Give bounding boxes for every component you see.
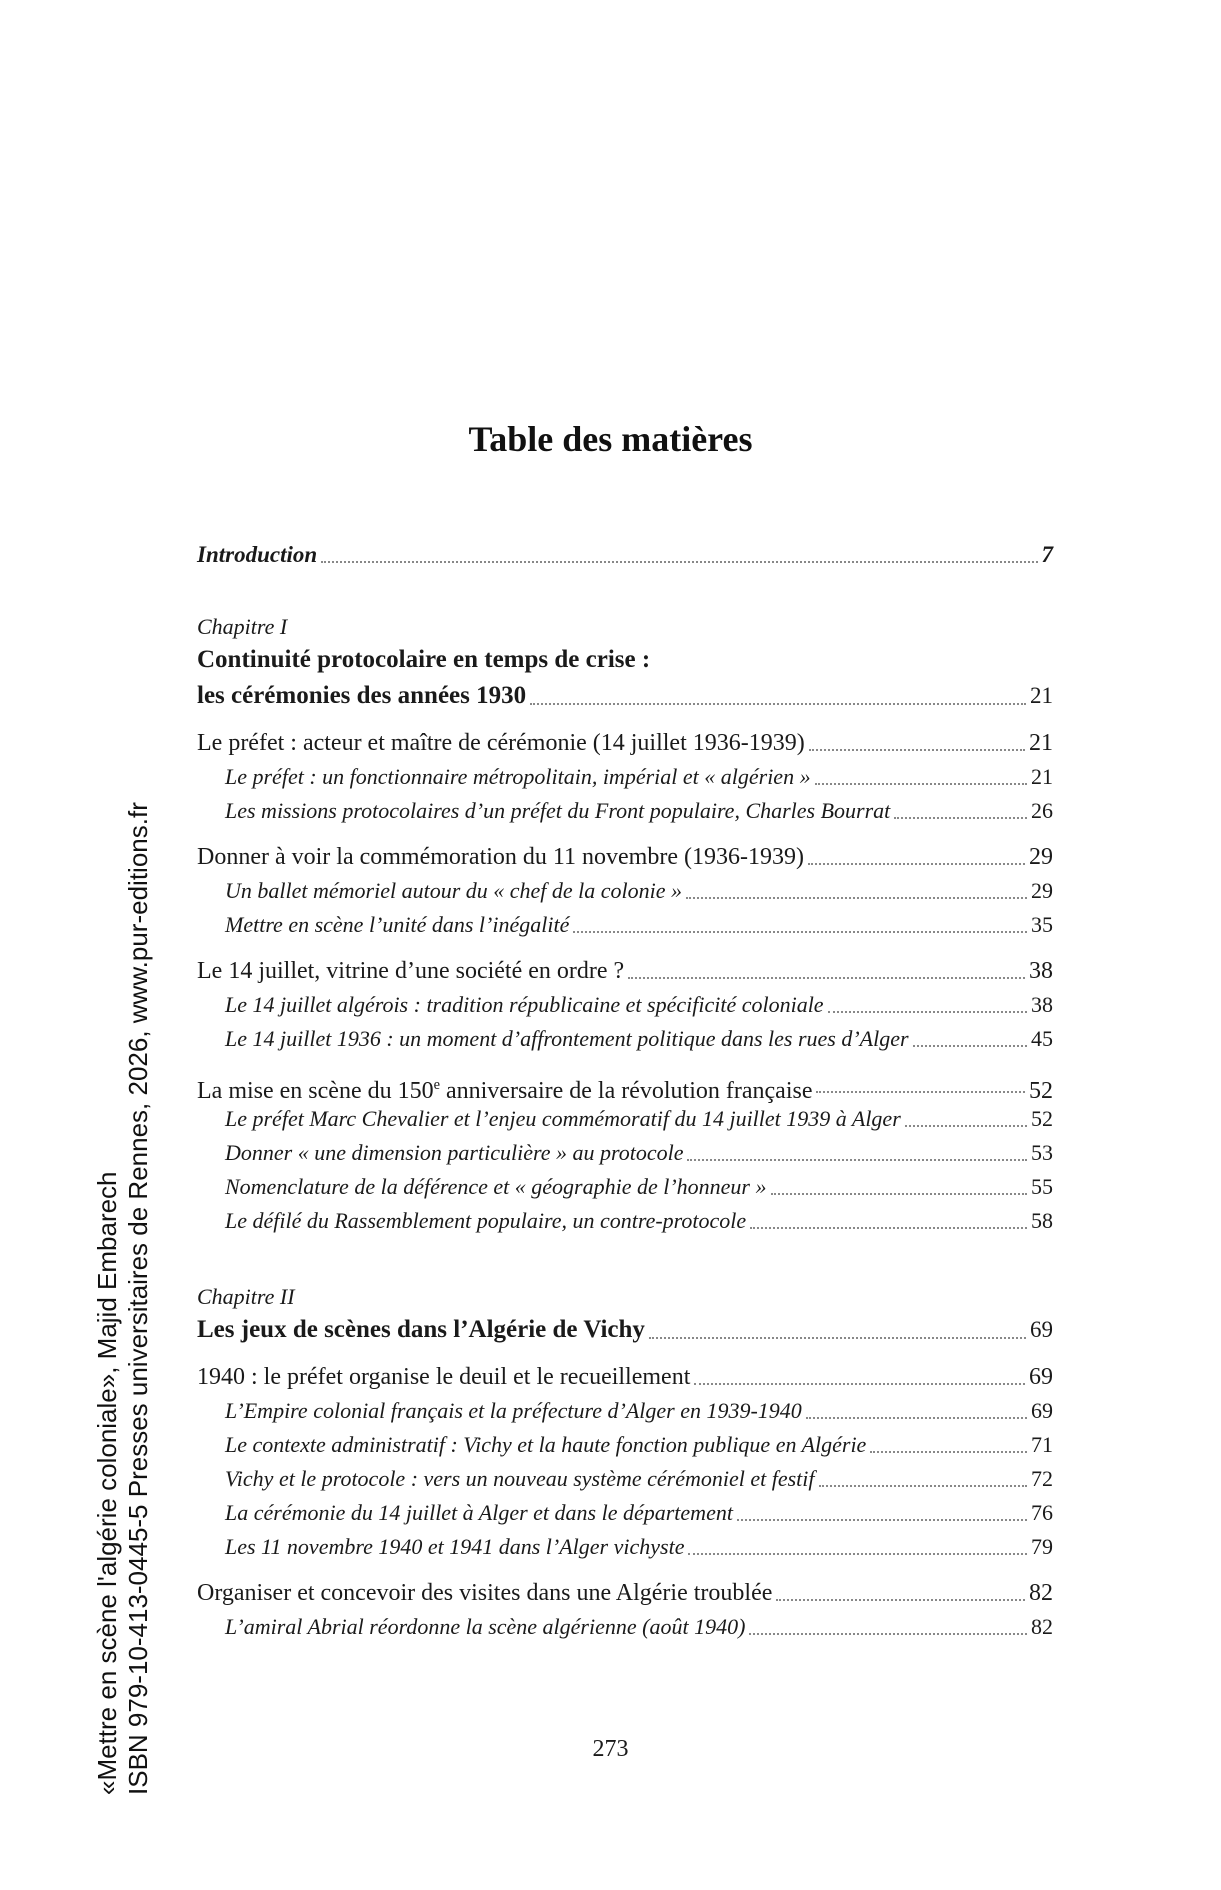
toc-page-number: 35 (1031, 912, 1053, 937)
chapter-label: Chapitre I (197, 614, 288, 639)
toc-section[interactable] (197, 1576, 1053, 1610)
toc-page-number: 26 (1031, 798, 1053, 823)
toc-subsection[interactable] (197, 1394, 1053, 1428)
dot-leader (694, 1382, 1025, 1385)
toc-subsection[interactable] (197, 1428, 1053, 1462)
toc-entry-title: Le préfet Marc Chevalier et l’enjeu commémoratif du 14 juillet 1939 à Alger (225, 1106, 901, 1131)
toc-page-number: 29 (1031, 878, 1053, 903)
dot-leader (806, 1416, 1027, 1419)
toc-subsection[interactable] (197, 908, 1053, 942)
toc-entry-title: Le préfet : acteur et maître de cérémonie (14 juillet 1936-1939) (197, 730, 805, 756)
toc-subsection[interactable] (197, 988, 1053, 1022)
dot-leader (628, 976, 1025, 979)
dot-leader (737, 1518, 1027, 1521)
dot-leader (819, 1484, 1027, 1487)
dot-leader (530, 702, 1026, 705)
toc-page-number: 76 (1031, 1500, 1053, 1525)
dot-leader (776, 1598, 1025, 1601)
toc-entry-title: 1940 : le préfet organise le deuil et le recueillement (197, 1364, 691, 1390)
side-copyright-note (92, 802, 154, 1795)
dot-leader (913, 1044, 1027, 1047)
side-note-line-1: «Mettre en scène l'algérie coloniale», Majid Embarech (92, 1171, 122, 1795)
toc-entry-title: Le 14 juillet, vitrine d’une société en ordre ? (197, 958, 625, 984)
toc-section[interactable] (197, 1360, 1053, 1394)
toc-entry-title: Nomenclature de la déférence et « géographie de l’honneur » (225, 1174, 767, 1199)
toc-subsection[interactable] (197, 1204, 1053, 1238)
toc-section[interactable] (197, 840, 1053, 874)
dot-leader (870, 1450, 1027, 1453)
toc-entry-title: Un ballet mémoriel autour du « chef de la colonie » (225, 878, 683, 903)
dot-leader (816, 1090, 1025, 1093)
toc-entry-title: Le défilé du Rassemblement populaire, un contre-protocole (225, 1208, 747, 1233)
toc-entry-title: Mettre en scène l’unité dans l’inégalité (225, 912, 570, 937)
toc-entry-title: Donner « une dimension particulière » au protocole (225, 1140, 684, 1165)
toc-entry-title: La cérémonie du 14 juillet à Alger et dans le département (225, 1500, 733, 1525)
toc-entry-title: Le contexte administratif : Vichy et la haute fonction publique en Algérie (225, 1432, 867, 1457)
toc-entry-title: Le 14 juillet algérois : tradition républicaine et spécificité coloniale (225, 992, 824, 1017)
toc-introduction[interactable] (197, 538, 1053, 572)
toc-section[interactable] (197, 954, 1053, 988)
toc-page-number: 53 (1031, 1140, 1053, 1165)
ordinal-superscript: e (433, 1077, 440, 1093)
toc-entry-title: Les jeux de scènes dans l’Algérie de Vichy (197, 1316, 645, 1343)
toc-page-number: 52 (1031, 1106, 1053, 1131)
chapter-title-line: Continuité protocolaire en temps de crise : (197, 646, 651, 673)
toc-page-number: 52 (1029, 1078, 1053, 1104)
toc-subsection[interactable] (197, 1170, 1053, 1204)
toc-subsection[interactable] (197, 1610, 1053, 1644)
dot-leader (321, 560, 1037, 563)
toc-page-number: 21 (1030, 683, 1053, 708)
toc-page-number: 71 (1031, 1432, 1053, 1457)
toc-page-number: 69 (1031, 1398, 1053, 1423)
toc-subsection[interactable] (197, 1136, 1053, 1170)
toc-entry-title: les cérémonies des années 1930 (197, 682, 527, 709)
toc-chapter-2 (197, 1282, 1053, 1644)
toc-page-number: 38 (1029, 958, 1053, 984)
toc-chapter-title[interactable] (197, 678, 1053, 714)
toc-section[interactable] (197, 1068, 1053, 1102)
toc-page-number: 45 (1031, 1026, 1053, 1051)
toc-entry-title: Introduction (197, 542, 318, 567)
dot-leader (809, 748, 1025, 751)
table-of-contents (197, 538, 1053, 1644)
toc-entry-title: Le 14 juillet 1936 : un moment d’affrontement politique dans les rues d’Alger (225, 1026, 909, 1051)
toc-subsection[interactable] (197, 1022, 1053, 1056)
toc-page-number: 21 (1029, 730, 1053, 756)
toc-subsection[interactable] (197, 1496, 1053, 1530)
toc-subsection[interactable] (197, 1530, 1053, 1564)
toc-subsection[interactable] (197, 794, 1053, 828)
toc-subsection[interactable] (197, 874, 1053, 908)
toc-subsection[interactable] (197, 760, 1053, 794)
toc-page-number: 58 (1031, 1208, 1053, 1233)
toc-page-number: 29 (1029, 844, 1053, 870)
toc-page-number: 82 (1031, 1614, 1053, 1639)
toc-page-number: 69 (1030, 1317, 1053, 1342)
title-part: La mise en scène du 150 (197, 1078, 434, 1104)
toc-entry-title: Les 11 novembre 1940 et 1941 dans l’Alger vichyste (225, 1534, 685, 1559)
dot-leader (688, 1552, 1027, 1555)
title-part: anniversaire de la révolution française (439, 1078, 813, 1104)
toc-subsection[interactable] (197, 1462, 1053, 1496)
toc-page-number: 82 (1029, 1580, 1053, 1606)
toc-subsection[interactable] (197, 1102, 1053, 1136)
toc-page-number: 21 (1031, 764, 1053, 789)
toc-entry-title: Organiser et concevoir des visites dans une Algérie troublée (197, 1580, 773, 1606)
dot-leader (649, 1336, 1026, 1339)
dot-leader (687, 1158, 1027, 1161)
dot-leader (815, 782, 1027, 785)
page-title: Table des matières (468, 419, 753, 459)
dot-leader (828, 1010, 1027, 1013)
toc-page-number: 69 (1029, 1364, 1053, 1390)
toc-entry-title: Les missions protocolaires d’un préfet du Front populaire, Charles Bourrat (225, 798, 891, 823)
dot-leader (771, 1192, 1028, 1195)
toc-page-number: 38 (1031, 992, 1053, 1017)
dot-leader (749, 1632, 1027, 1635)
toc-chapter-title[interactable] (197, 1312, 1053, 1348)
toc-page-number: 79 (1031, 1534, 1053, 1559)
dot-leader (686, 896, 1027, 899)
toc-entry-title: L’Empire colonial français et la préfecture d’Alger en 1939-1940 (225, 1398, 802, 1423)
toc-page-number: 72 (1031, 1466, 1053, 1491)
toc-entry-title: Le préfet : un fonctionnaire métropolitain, impérial et « algérien » (225, 764, 811, 789)
side-note-line-2: ISBN 979-10-413-0445-5 Presses universitaires de Rennes, 2026, www.pur-editions.fr (123, 802, 153, 1795)
page-number: 273 (592, 1736, 629, 1762)
toc-page-number: 7 (1041, 542, 1053, 567)
toc-entry-title: Vichy et le protocole : vers un nouveau système cérémoniel et festif (225, 1466, 815, 1491)
toc-section[interactable] (197, 726, 1053, 760)
dot-leader (750, 1226, 1027, 1229)
dot-leader (894, 816, 1027, 819)
dot-leader (905, 1124, 1027, 1127)
toc-chapter-1 (197, 612, 1053, 1238)
dot-leader (808, 862, 1025, 865)
toc-entry-title: L’amiral Abrial réordonne la scène algérienne (août 1940) (225, 1614, 746, 1639)
dot-leader (573, 930, 1027, 933)
toc-entry-title: Donner à voir la commémoration du 11 novembre (1936-1939) (197, 844, 804, 870)
toc-page-number: 55 (1031, 1174, 1053, 1199)
chapter-label: Chapitre II (197, 1284, 295, 1309)
